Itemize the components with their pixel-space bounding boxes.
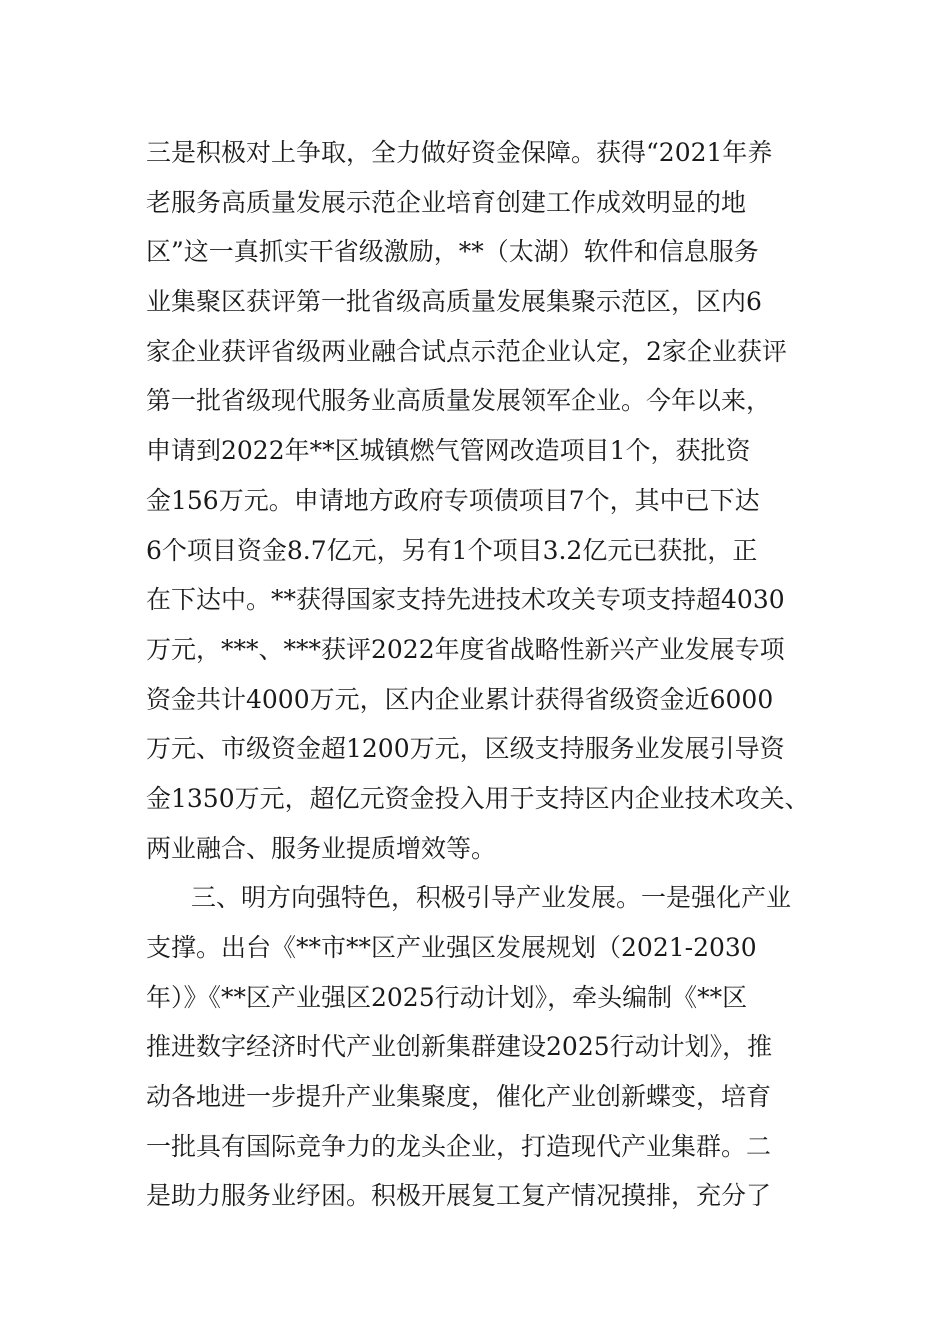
text-line-21: 一批具有国际竞争力的龙头企业，打造现代产业集群。二 [146, 1131, 772, 1161]
text-line-22: 是助力服务业纾困。积极开展复工复产情况摸排，充分了 [146, 1181, 772, 1211]
text-line-8: 金156万元。申请地方政府专项债项目7个，其中已下达 [146, 485, 760, 515]
text-line-12: 资金共计4000万元，区内企业累计获得省级资金近6000 [146, 684, 774, 714]
text-line-11: 万元，***、***获评2022年度省战略性新兴产业发展专项 [146, 634, 785, 664]
text-line-5: 家企业获评省级两业融合试点示范企业认定，2家企业获评 [146, 336, 787, 366]
paragraph-start-line: 三、明方向强特色，积极引导产业发展。一是强化产业 [191, 883, 792, 913]
text-line-9: 6个项目资金8.7亿元，另有1个项目3.2亿元已获批，正 [146, 535, 758, 565]
text-line-15: 两业融合、服务业提质增效等。 [146, 833, 497, 863]
document-body [146, 128, 818, 1221]
text-line-7: 申请到2022年**区城镇燃气管网改造项目1个，获批资 [146, 436, 751, 466]
text-line-10: 在下达中。**获得国家支持先进技术攻关专项支持超4030 [146, 585, 785, 615]
text-line-19: 推进数字经济时代产业创新集群建设2025行动计划》，推 [146, 1032, 773, 1062]
text-line-20: 动各地进一步提升产业集聚度，催化产业创新蝶变，培育 [146, 1082, 772, 1112]
text-line-18: 年）》《**区产业强区2025行动计划》，牵头编制《**区 [146, 982, 748, 1012]
text-line-6: 第一批省级现代服务业高质量发展领军企业。今年以来， [146, 386, 772, 416]
text-line-13: 万元、市级资金超1200万元，区级支持服务业发展引导资 [146, 734, 785, 764]
text-line-1: 三是积极对上争取，全力做好资金保障。获得“2021年养 [146, 138, 773, 167]
text-line-4: 业集聚区获评第一批省级高质量发展集聚示范区，区内6 [146, 287, 762, 317]
text-line-3: 区”这一真抓实干省级激励，**（太湖）软件和信息服务 [146, 237, 759, 267]
text-line-14: 金1350万元，超亿元资金投入用于支持区内企业技术攻关、 [146, 783, 810, 813]
text-line-2: 老服务高质量发展示范企业培育创建工作成效明显的地 [146, 187, 747, 217]
text-line-17: 支撑。出台《**市**区产业强区发展规划（2021-2030 [146, 933, 757, 962]
